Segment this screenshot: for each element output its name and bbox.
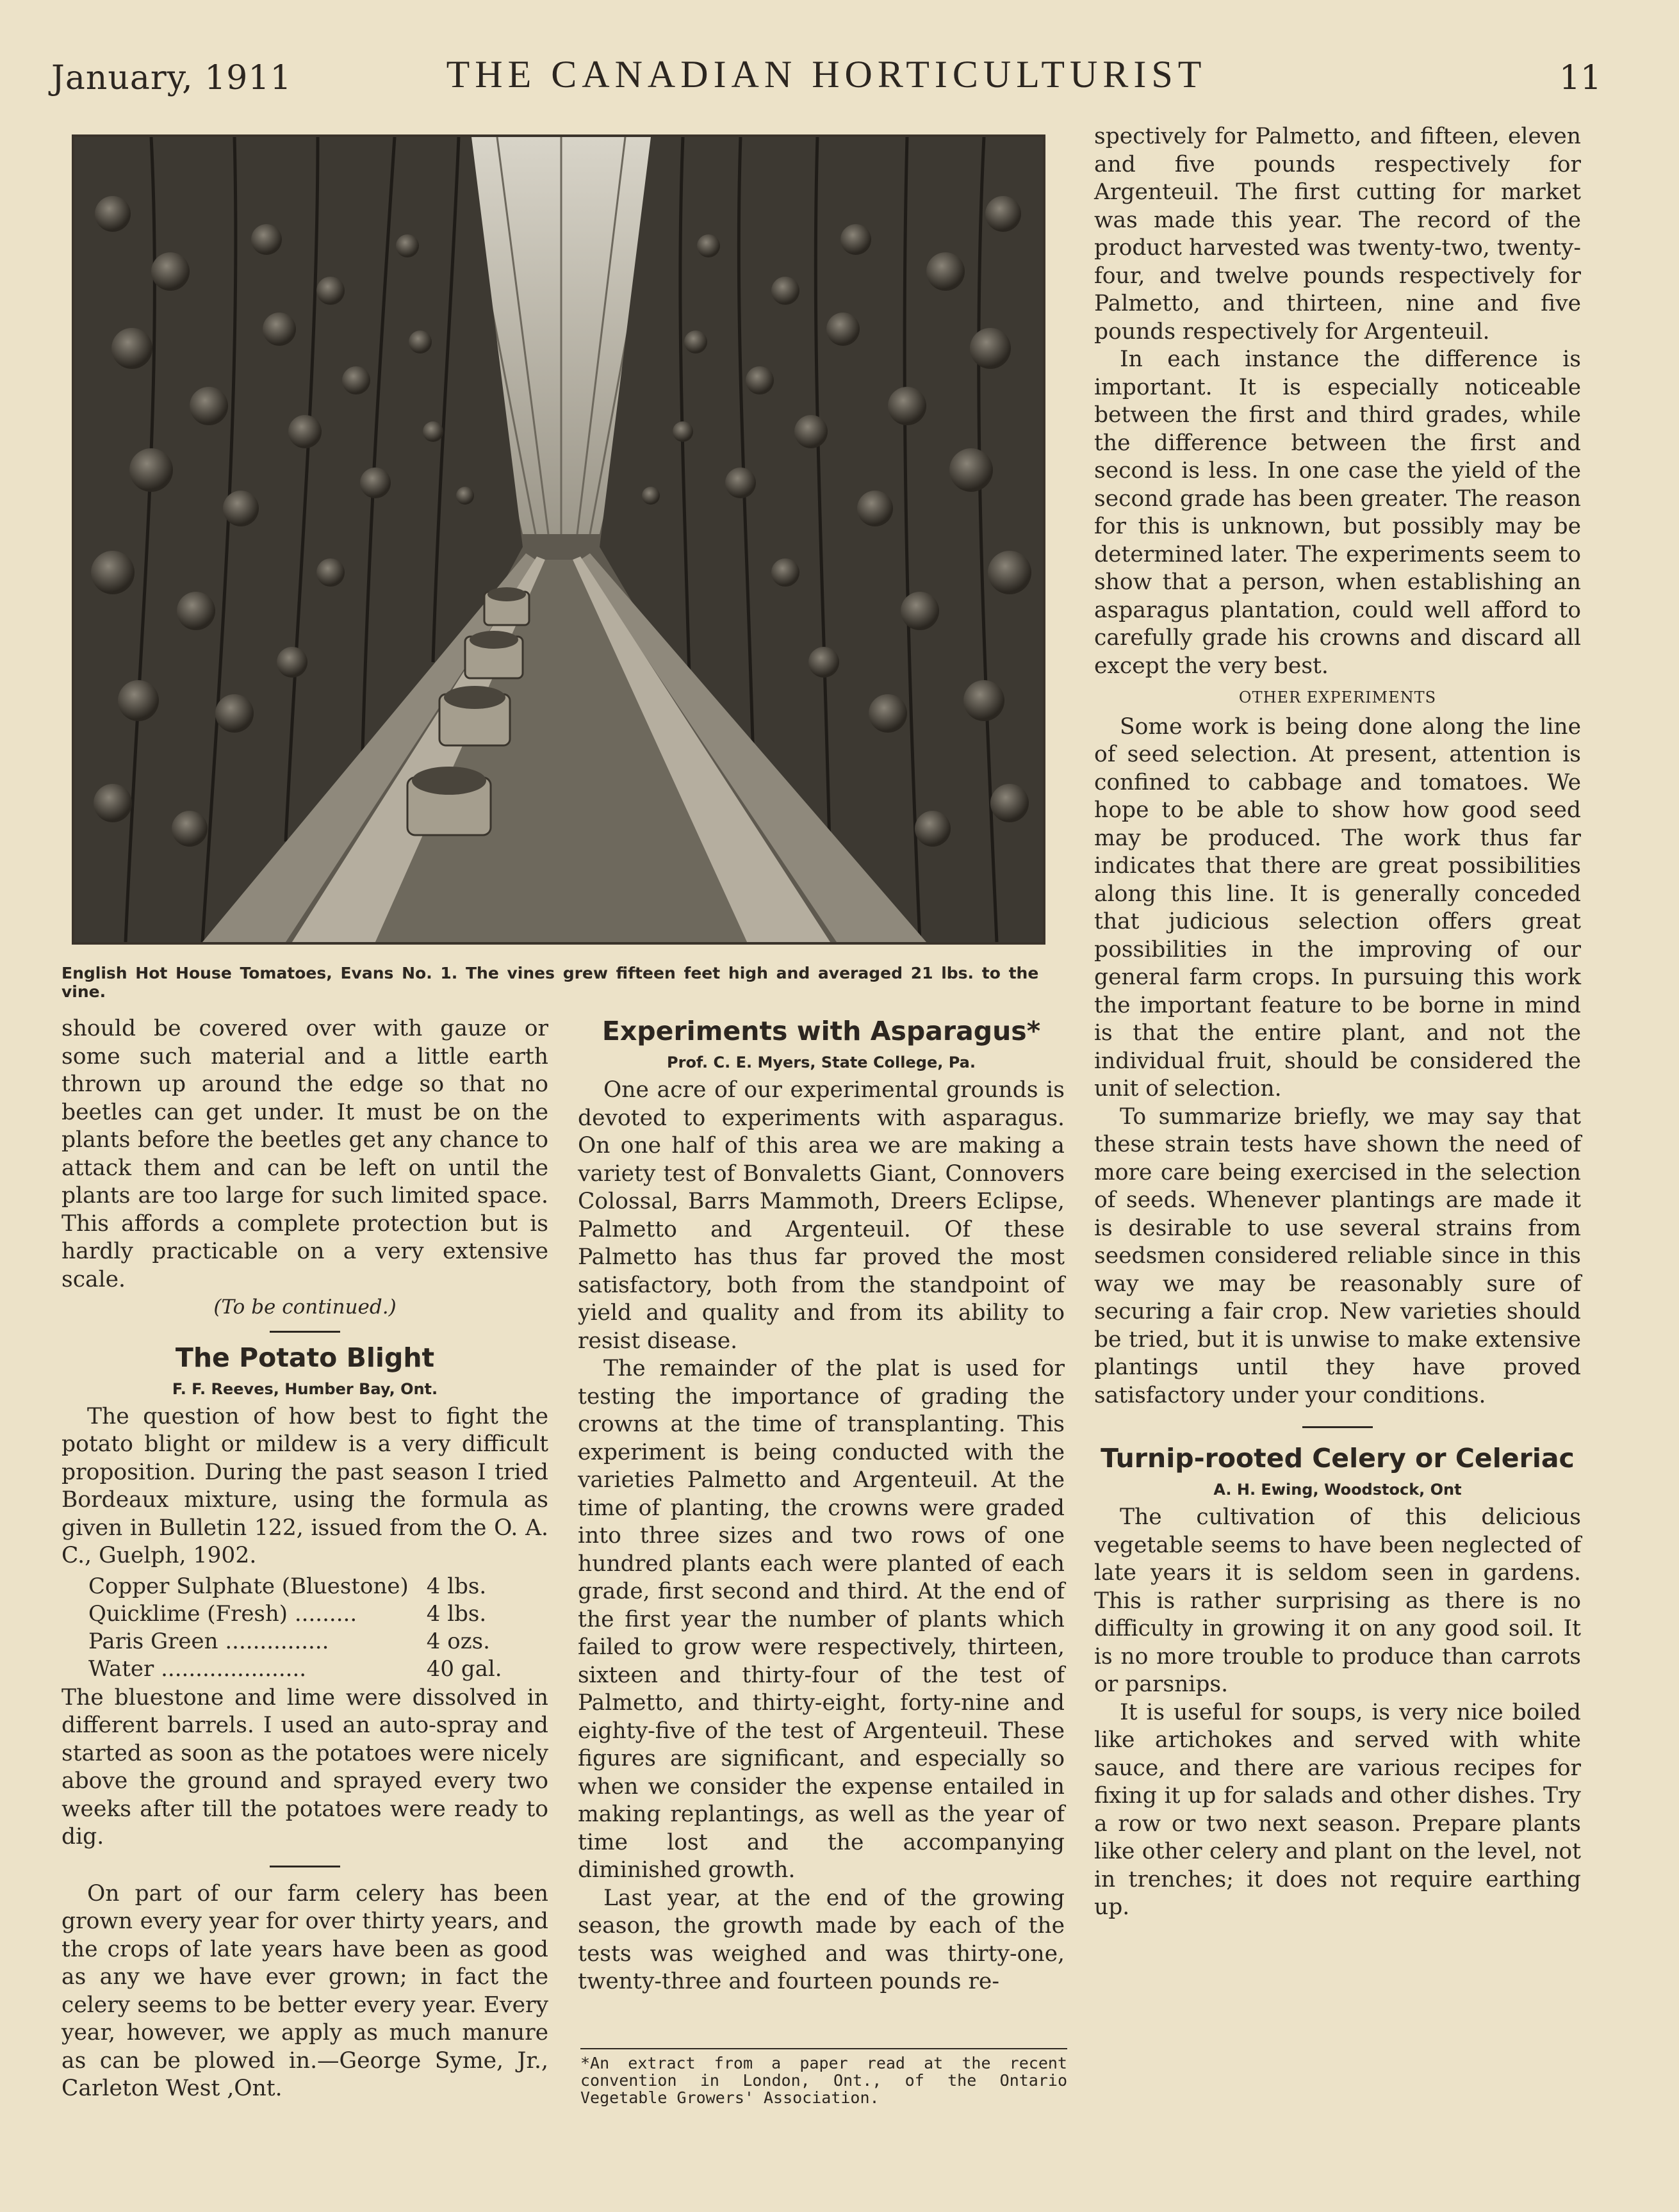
photo-caption: English Hot House Tomatoes, Evans No. 1. The vines grew fifteen feet high and averaged 21 lbs. to the vine. (61, 964, 1039, 1001)
to-be-continued: (To be continued.) (213, 1296, 397, 1319)
greenhouse-tomato-photo (72, 134, 1045, 945)
column-1 (61, 1015, 548, 2103)
subheading-other-experiments: OTHER EXPERIMENTS (1238, 688, 1437, 706)
formula-qty: 40 gal. (426, 1655, 502, 1682)
footnote-rule (580, 2048, 1067, 2049)
asparagus-paragraph-1: One acre of our experimental grounds is devoted to experiments with asparagus. On one half of this area we are making a variety test of Bonvaletts Giant, Connovers Colossal, Barrs Mammoth, Dreers Eclipse, Palmetto and Argenteuil. Of these Palmetto has thus far proved the most satisfactory, both from the standpoint of yield and quality and from its ability to resist disease. (578, 1077, 1065, 1354)
article-title-potato-blight: The Potato Blight (175, 1342, 435, 1373)
column-3 (1094, 123, 1581, 1922)
byline-potato-blight: F. F. Reeves, Humber Bay, Ont. (172, 1379, 438, 1398)
potato-paragraph-1: The question of how best to fight the potato blight or mildew is a very difficult proposition. During the past season I tried Bordeaux mixture, using the formula as given in Bulletin 122, issued from the O. A. C., Guelph, 1902. (61, 1403, 548, 1568)
section-divider (270, 1331, 340, 1333)
article-title-celeriac: Turnip-rooted Celery or Celeriac (1101, 1443, 1575, 1474)
byline-asparagus: Prof. C. E. Myers, State College, Pa. (667, 1053, 976, 1071)
running-header (51, 53, 1601, 104)
asparagus-paragraph-4: In each instance the difference is important. It is especially noticeable between the first and third grades, while the difference between the first and second is less. In one case the yield of the second grade has been greater. The reason for this is unknown, but possibly may be determined later. The experiments seem to show that a person, when establishing an asparagus plantation, could well afford to carefully grade his crowns and discard all except the very best. (1094, 346, 1581, 679)
section-divider (1302, 1426, 1373, 1428)
celeriac-paragraph-1: The cultivation of this delicious vegetable seems to have been neglected of late years it is seldom seen in gardens. This is rather surprising as there is no difficulty in growing it on any good soil. It is no more trouble to produce than carrots or parsnips. (1094, 1504, 1581, 1697)
formula-item: Water ..................... (88, 1655, 307, 1682)
page-number: 11 (1559, 59, 1601, 97)
continued-paragraph: should be covered over with gauze or some such material and a little earth thrown up around the edge so that no beetles can get under. It must be on the plants before the beetles get any chance to attack them and can be left on until the plants are too large for such limited space. This affords a complete protection but is hardly practicable on a very extensive scale. (61, 1016, 548, 1292)
asparagus-continued-paragraph: spectively for Palmetto, and fifteen, eleven and five pounds respectively for Argenteuil. The first cutting for market was made this year. The record of the product harvested was twenty-two, twenty-four, and twelve pounds respectively for Palmetto, and thirteen, nine and five pounds respectively for Argenteuil. (1094, 124, 1581, 345)
byline-celeriac: A. H. Ewing, Woodstock, Ont (1213, 1481, 1462, 1499)
formula-row (88, 1573, 502, 1600)
asparagus-paragraph-3: Last year, at the end of the growing season, the growth made by each of the tests was weighed and was thirty-one, twenty-three and fourteen pounds re- (578, 1885, 1065, 1994)
potato-paragraph-2: The bluestone and lime were dissolved in different barrels. I used an auto-spray and started as soon as the potatoes were nicely above the ground and sprayed every two weeks after till the potatoes were ready to dig. (61, 1684, 548, 1850)
formula-row (88, 1628, 502, 1655)
celery-note: On part of our farm celery has been grown every year for over thirty years, and the crops of late years have been as good as any we have ever grown; in fact the celery seems to be better every year. Every year, however, we apply as much manure as can be plowed in.—George Syme, Jr., Carleton West ,Ont. (61, 1880, 548, 2101)
asparagus-paragraph-5: Some work is being done along the line of seed selection. At present, attention is confined to cabbage and tomatoes. We hope to be able to show how good seed may be produced. The work thus far indicates that there are great possibilities along this line. It is generally conceded that judicious selection offers great possibilities in the improving of our general farm crops. In pursuing this work the important feature to be borne in mind is that the entire plant, and not the individual fruit, should be considered the unit of selection. (1094, 713, 1581, 1102)
greenhouse-illustration (74, 137, 1043, 942)
formula-qty: 4 lbs. (426, 1573, 487, 1599)
formula-row (88, 1655, 502, 1683)
formula-item: Quicklime (Fresh) ......... (88, 1600, 357, 1627)
formula-qty: 4 ozs. (426, 1628, 490, 1654)
section-divider (270, 1866, 340, 1867)
formula-qty: 4 lbs. (426, 1600, 487, 1627)
column-2 (578, 1015, 1065, 1996)
formula-item: Copper Sulphate (Bluestone) (88, 1573, 409, 1599)
issue-date: January, 1911 (51, 59, 292, 97)
footnote: *An extract from a paper read at the recent convention in London, Ont., of the Ontario Vegetable Growers' Association. (580, 2054, 1067, 2107)
formula-row (88, 1600, 502, 1628)
article-title-asparagus: Experiments with Asparagus* (602, 1016, 1041, 1046)
celeriac-paragraph-2: It is useful for soups, is very nice boiled like artichokes and served with white sauce, and there are various recipes for fixing it up for salads and other dishes. Try a row or two next season. Prepare plants like other celery and plant on the level, not in trenches; it does not require earthing up. (1094, 1699, 1581, 1920)
asparagus-paragraph-2: The remainder of the plat is used for testing the importance of grading the crowns at the time of transplanting. This experiment is being conducted with the varieties Palmetto and Argenteuil. At the time of planting, the crowns were graded into three sizes and two rows of one hundred plants each were planted of each grade, first second and third. At the end of the first year the number of plants which failed to grow were respectively, thirteen, sixteen and thirty-four of the test of Palmetto, and thirty-eight, forty-nine and eighty-five of the test of Argenteuil. These figures are significant, and especially so when we consider the expense entailed in making replantings, as well as the year of time lost and the accompanying diminished growth. (578, 1356, 1065, 1883)
magazine-title: THE CANADIAN HORTICULTURIST (446, 53, 1207, 95)
bordeaux-formula-table (88, 1573, 502, 1683)
asparagus-paragraph-6: To summarize briefly, we may say that these strain tests have shown the need of more care being exercised in the selection of seeds. Whenever plantings are made it is desirable to use several strains from seedsmen considered reliable since in this way we may be reasonably sure of securing a fair crop. New varieties should be tried, but it is unwise to make extensive plantings until they have proved satisfactory under your conditions. (1094, 1103, 1581, 1408)
formula-item: Paris Green ............... (88, 1628, 329, 1654)
